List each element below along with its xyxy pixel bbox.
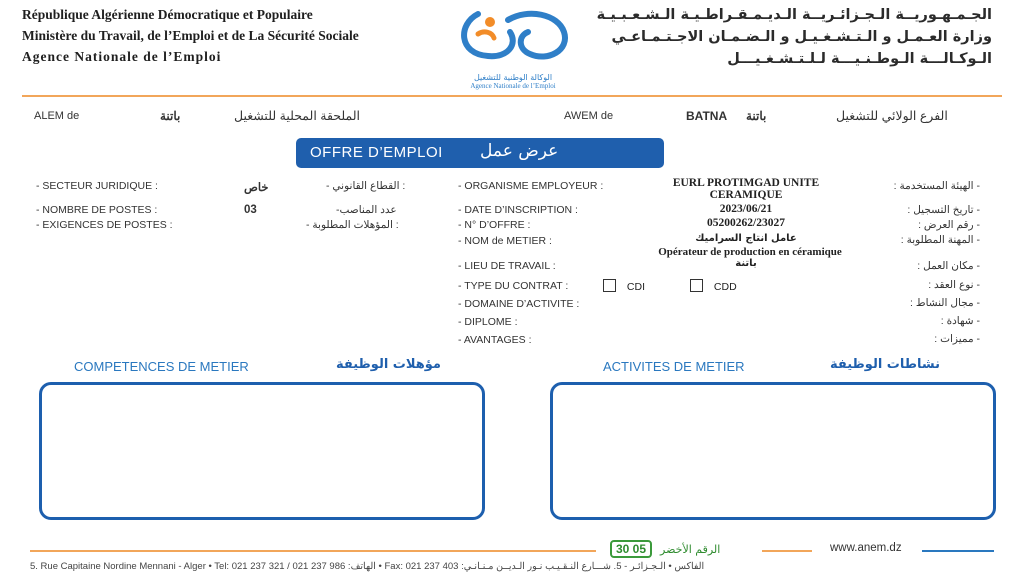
alem-arabic-label: الملحقة المحلية للتشغيل: [234, 109, 361, 123]
activites-textbox[interactable]: [550, 382, 996, 520]
alem-value: باتنة: [160, 109, 181, 123]
green-number-badge: [604, 541, 726, 557]
awem-arabic-label: الفرع الولائي للتشغيل: [836, 109, 948, 123]
diplome-label: - DIPLOME :: [458, 316, 518, 328]
header-divider: [22, 95, 1002, 97]
avantages-arabic-label: - مميزات :: [934, 333, 980, 345]
cdd-checkbox[interactable]: [690, 279, 703, 292]
secteur-label: - SECTEUR JURIDIQUE :: [36, 180, 158, 192]
organisme-value-line1: EURL PROTIMGAD UNITE: [672, 177, 820, 189]
date-arabic-label: - تاريخ التسجيل :: [907, 204, 980, 216]
metier-arabic-label: - المهنة المطلوبة :: [900, 234, 980, 246]
contrat-label: - TYPE DU CONTRAT :: [458, 280, 569, 292]
exigences-label: - EXIGENCES DE POSTES :: [36, 219, 173, 231]
logo-french-text: Agence Nationale de l’Emploi: [470, 82, 556, 90]
metier-label: - NOM de METIER :: [458, 235, 552, 247]
header-fr-ministry: Ministère du Travail, de l’Emploi et de La Sécurité Sociale: [22, 28, 359, 43]
date-label: - DATE D’INSCRIPTION :: [458, 204, 578, 216]
awem-value: BATNA: [686, 109, 728, 123]
green-number: 30 05: [610, 540, 652, 558]
header-fr-republic: République Algérienne Démocratique et Populaire: [22, 7, 313, 22]
lieu-value: باتنة: [735, 258, 757, 269]
organisme-value-line2: CERAMIQUE: [709, 189, 783, 201]
header-ar-ministry: وزارة العـمـل و الـتـشـغـيـل و الـضـمـان الاجـتـمـاعـي: [611, 29, 992, 45]
avantages-label: - AVANTAGES :: [458, 334, 532, 346]
metier-value-arabic: عامل انتاج السراميك: [695, 233, 797, 244]
header-ar-republic: الجـمـهـوريــة الـجـزائـريــة الـديـمـقـراطـيـة الـشـعـبـيـة: [596, 7, 992, 23]
num-offre-arabic-label: - رقم العرض :: [918, 219, 980, 231]
footer-divider-right: [922, 550, 994, 552]
anem-logo-icon: [448, 4, 578, 66]
metier-value-french: Opérateur de production en céramique: [658, 246, 842, 258]
postes-value: 03: [244, 204, 257, 216]
cdi-option[interactable]: [603, 279, 645, 293]
footer-address: 5. Rue Capitaine Nordine Mennani - Alger • Tel: 021 237 321 / 021 237 986 :الهاتف • Fax: 021 237 403 :الفاكس • الـجـزائـر - 5. شـــارع النـقـيـب نـور الـديــن مـنـانـي: [30, 561, 705, 572]
lieu-arabic-label: - مكان العمل :: [917, 260, 980, 272]
website-link[interactable]: www.anem.dz: [830, 542, 902, 554]
anem-logo: [448, 4, 578, 92]
activites-title: ACTIVITES DE METIER: [603, 359, 745, 374]
competences-textbox[interactable]: [39, 382, 485, 520]
cdd-option[interactable]: [690, 279, 737, 293]
header-ar-block: [597, 4, 992, 70]
banner-fr-title: OFFRE D’EMPLOI: [310, 144, 443, 161]
header-ar-agency: الـوكـالـــة الـوطـنـيـــة لـلـتـشـغـيـــل: [727, 51, 992, 67]
domaine-label: - DOMAINE D’ACTIVITE :: [458, 298, 580, 310]
footer-divider-left: [30, 550, 596, 552]
domaine-arabic-label: - مجال النشاط :: [910, 297, 980, 309]
cdi-label: CDI: [626, 281, 646, 293]
date-value: 2023/06/21: [719, 203, 773, 215]
contrat-arabic-label: - نوع العقد :: [928, 279, 980, 291]
secteur-arabic-label: - القطاع القانوني :: [326, 180, 406, 192]
postes-label: - NOMBRE DE POSTES :: [36, 204, 158, 216]
competences-arabic-title: مؤهلات الوظيفة: [336, 357, 441, 372]
organisme-label: - ORGANISME EMPLOYEUR :: [458, 180, 604, 192]
header-fr-agency: Agence Nationale de l’Emploi: [22, 49, 222, 64]
logo-arabic-text: الوكالة الوطنية للتشغيل: [473, 73, 553, 82]
organisme-value: [626, 177, 866, 201]
postes-arabic-label: -عدد المناصب: [336, 204, 397, 216]
header-fr-block: [22, 4, 359, 67]
num-offre-label: - N° D’OFFRE :: [458, 219, 531, 231]
lieu-label: - LIEU DE TRAVAIL :: [458, 260, 556, 272]
organisme-arabic-label: - الهيئة المستخدمة :: [893, 180, 980, 192]
awem-value-arabic: باتنة: [746, 109, 767, 123]
banner-ar-title: عرض عمل: [480, 141, 559, 161]
green-number-label: الرقم الأخضر: [660, 542, 721, 556]
cdi-checkbox[interactable]: [603, 279, 616, 292]
diplome-arabic-label: - شهادة :: [940, 315, 980, 327]
secteur-value: خاص: [244, 182, 269, 194]
offre-emploi-banner: [296, 138, 664, 168]
alem-label: ALEM de: [34, 110, 80, 122]
competences-title: COMPETENCES DE METIER: [74, 359, 249, 374]
cdd-label: CDD: [713, 281, 737, 293]
footer-divider-mid: [762, 550, 812, 552]
activites-arabic-title: نشاطات الوظيفة: [830, 357, 940, 372]
exigences-arabic-label: - المؤهلات المطلوبة :: [306, 219, 399, 231]
num-offre-value: 05200262/23027: [707, 217, 785, 229]
awem-label: AWEM de: [564, 110, 614, 122]
